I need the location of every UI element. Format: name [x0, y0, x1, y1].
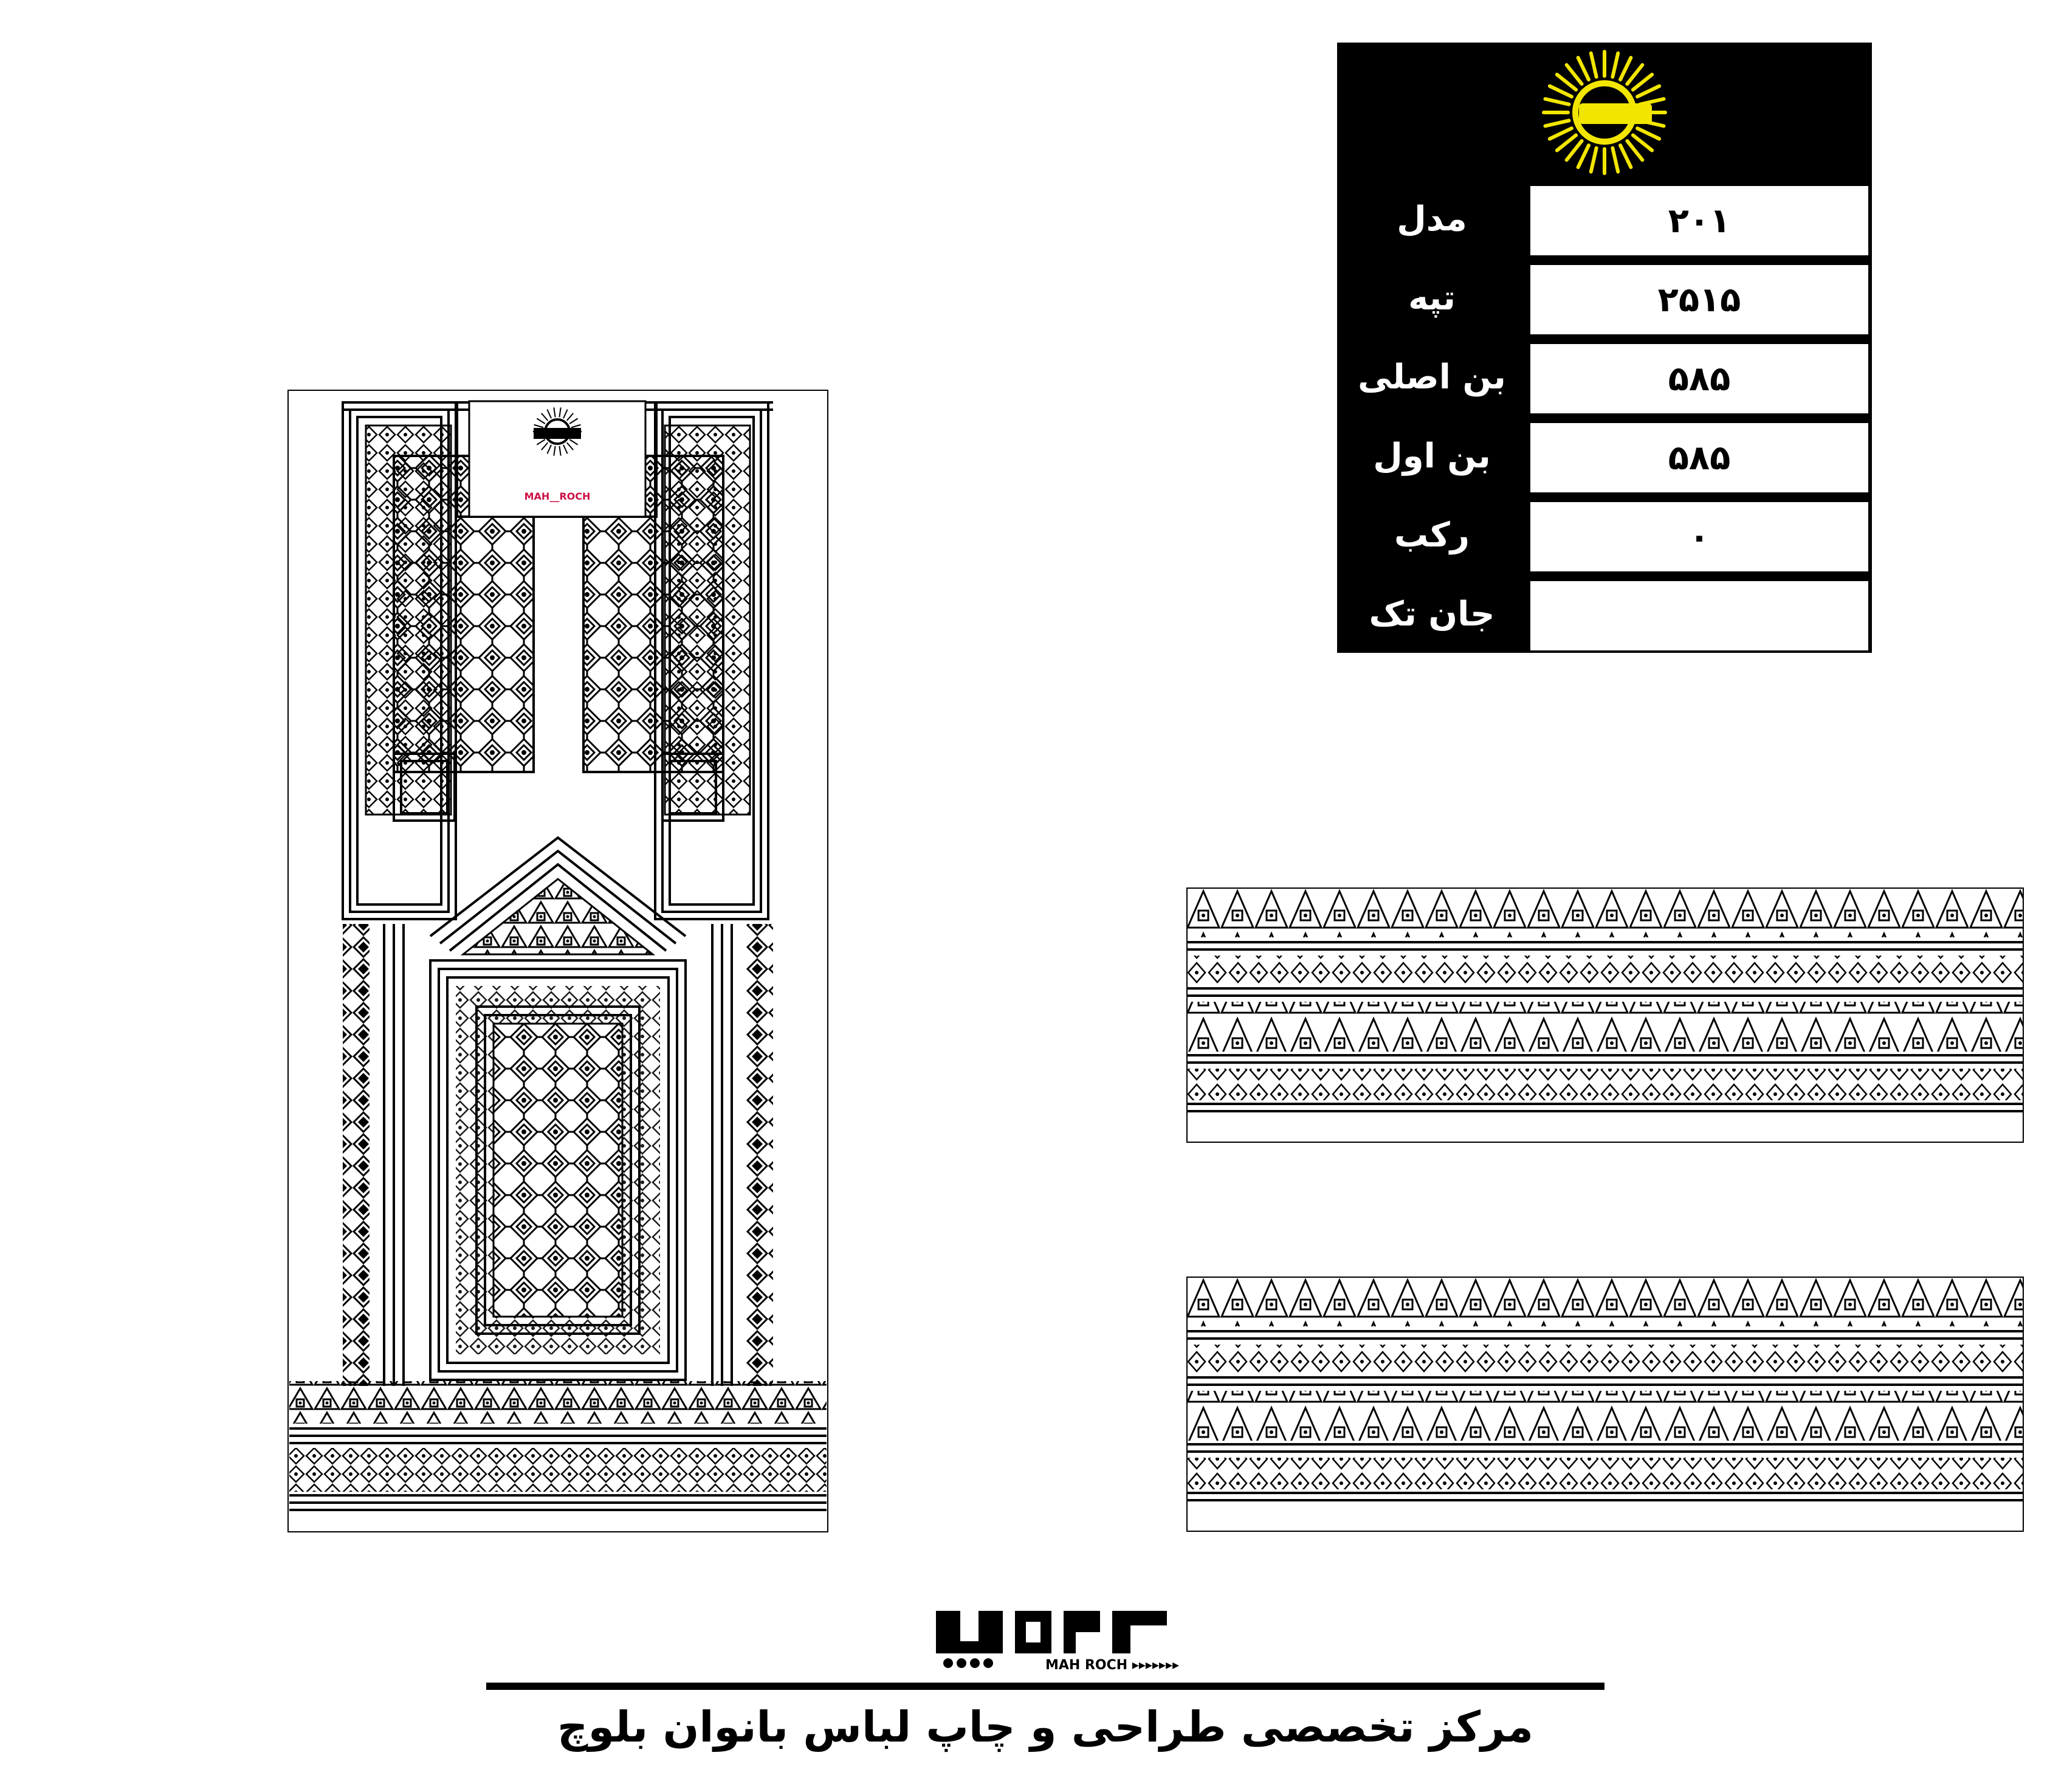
- spec-row-tapeh: [1341, 261, 1868, 334]
- spec-row-first-base: [1341, 419, 1868, 492]
- spec-table: [1337, 43, 1872, 653]
- spec-row-rekab: [1341, 498, 1868, 571]
- spec-value: ۲۰۱: [1530, 186, 1868, 255]
- dress-pattern: [287, 389, 829, 1533]
- spec-value: [1530, 581, 1868, 650]
- spec-row-jantak: [1341, 577, 1868, 650]
- spec-row-model: [1341, 182, 1868, 255]
- neck-label-text: MAH__ROCH: [524, 491, 591, 502]
- spec-value: ۲۵۱۵: [1530, 265, 1868, 334]
- spec-label: رکب: [1394, 515, 1470, 555]
- footer-tagline: مرکز تخصصی طراحی و چاپ لباس بانوان بلوچ: [557, 1702, 1533, 1752]
- spec-row-main-base: [1341, 340, 1868, 413]
- footer-divider: [486, 1683, 1604, 1690]
- footer-brand-en: MAH ROCH ▸▸▸▸▸▸▸: [1045, 1658, 1179, 1672]
- spec-value: ۰: [1530, 502, 1868, 571]
- spec-label: مدل: [1397, 199, 1467, 239]
- spec-label: تپه: [1408, 278, 1456, 318]
- footer-brand-logo: [924, 1599, 1179, 1672]
- brand-logo-sun-icon: [1337, 43, 1872, 177]
- spec-value: ۵۸۵: [1530, 423, 1868, 492]
- border-pattern-2: [1186, 1277, 2024, 1532]
- spec-label: بن اصلی: [1358, 357, 1506, 397]
- spec-label: جان تک: [1369, 594, 1495, 634]
- spec-value: ۵۸۵: [1530, 344, 1868, 413]
- spec-label: بن اول: [1373, 436, 1491, 476]
- border-pattern-1: [1186, 887, 2024, 1143]
